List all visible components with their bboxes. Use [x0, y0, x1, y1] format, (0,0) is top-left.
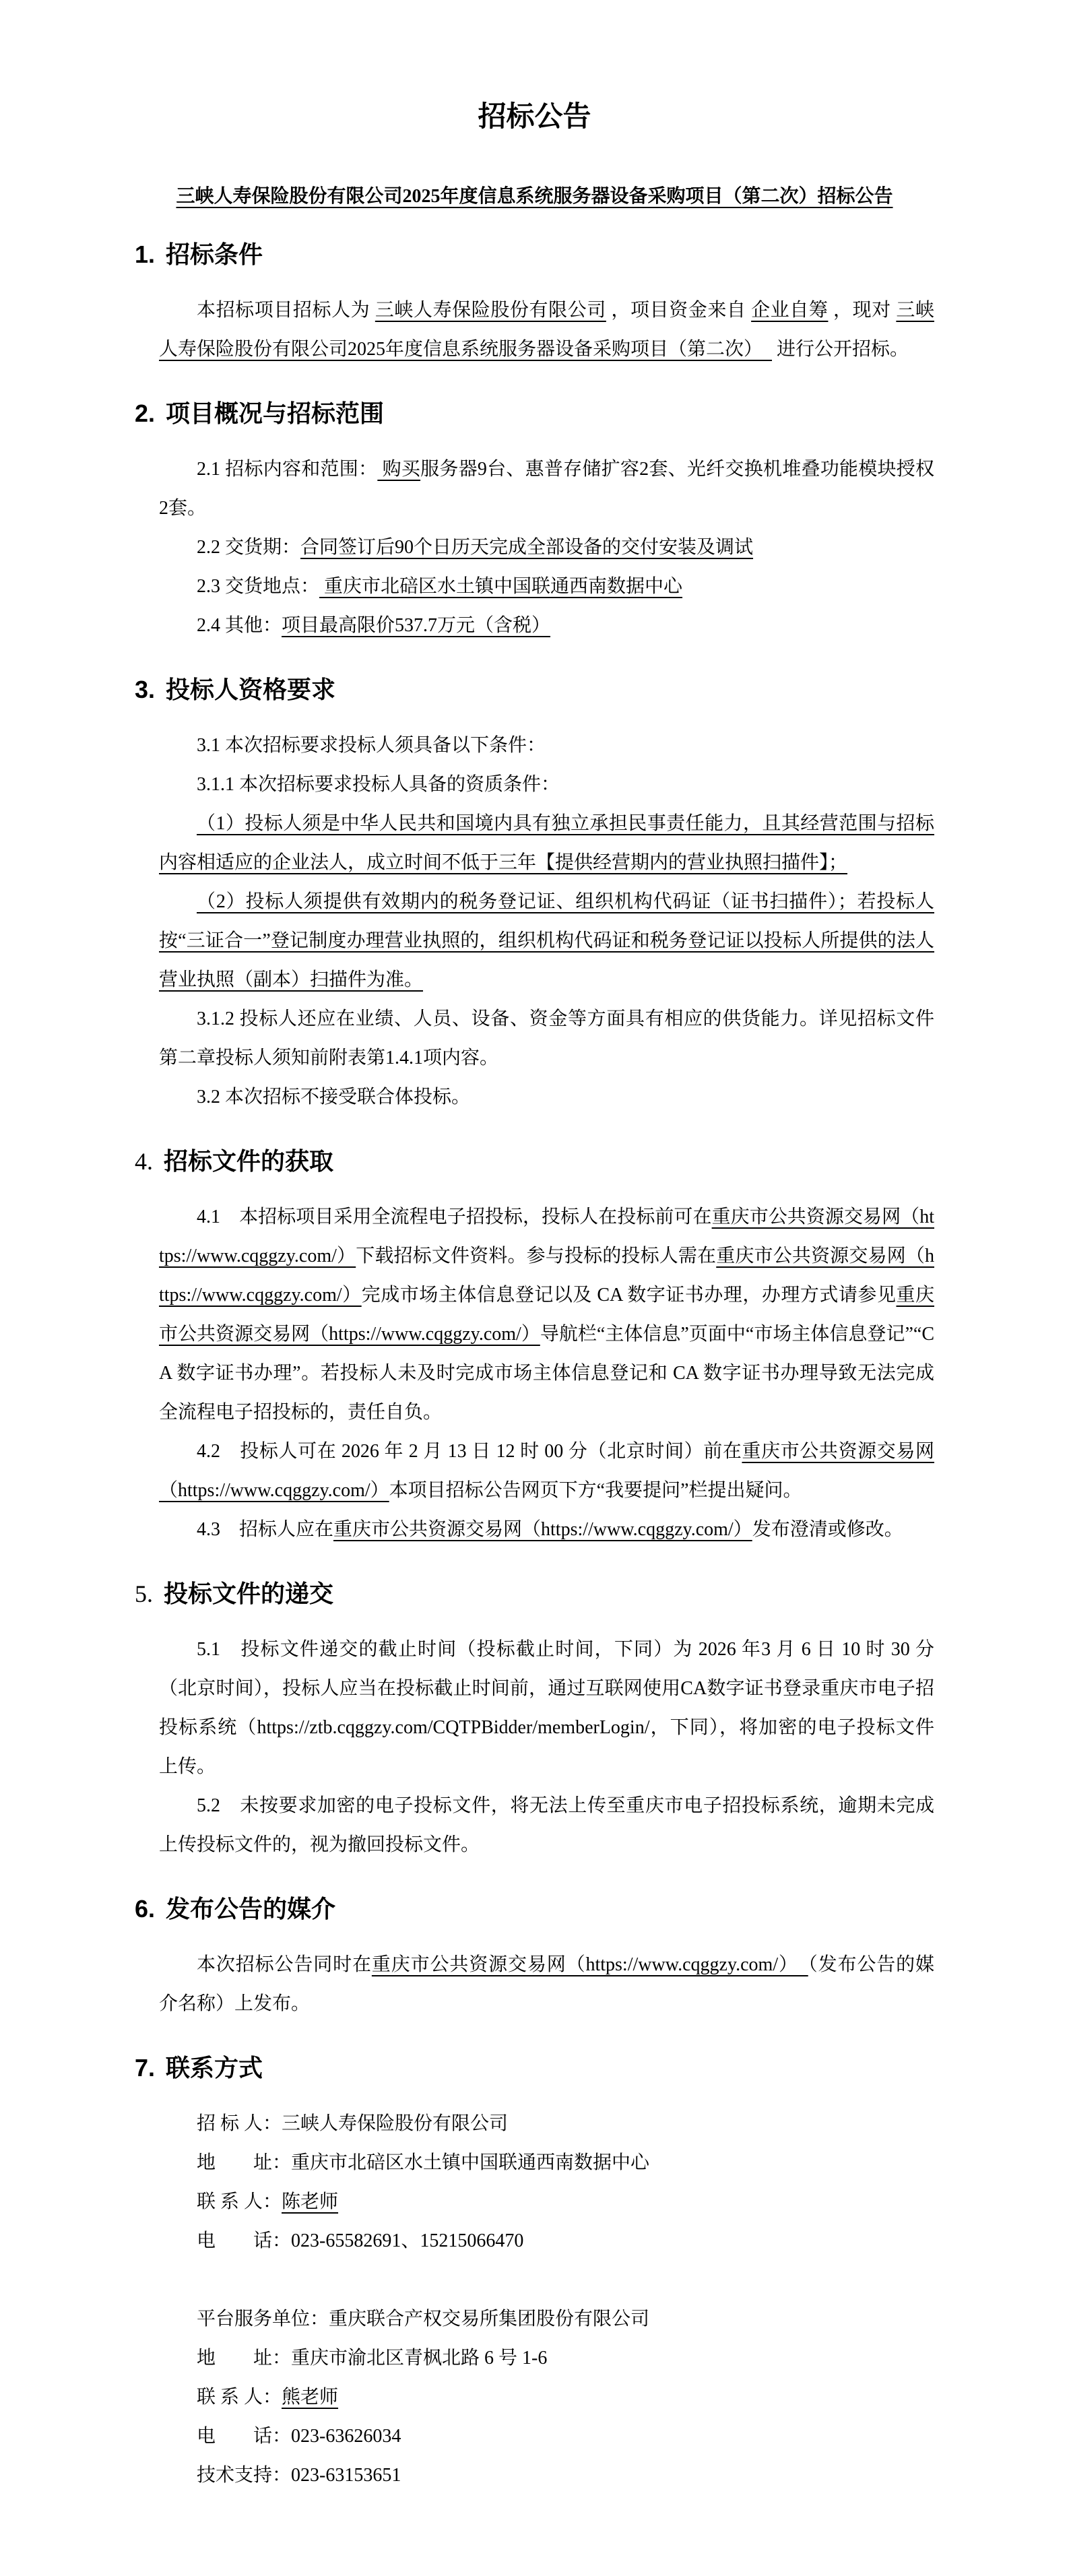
question-deadline-paragraph — [159, 1432, 934, 1510]
text-run: 2.2 交货期： — [197, 537, 301, 558]
text-run: 4.1 本招标项目采用全流程电子招投标，投标人在投标前可在 — [197, 1206, 712, 1227]
text-run: 服务器9台、惠普存储扩容2套、光纤交换机堆叠功能模块授权2套。 — [159, 459, 934, 519]
underlined-text: 三峡人寿保险股份有限公司 — [375, 300, 606, 321]
text-run: ，现对 — [828, 300, 897, 321]
underlined-text: 重庆市公共资源交易网（https://www.cqggzy.com/） — [371, 1954, 808, 1975]
text-run: 电 话：023-65582691、15215066470 — [197, 2230, 524, 2251]
underlined-text: 合同签订后90个日历天完成全部设备的交付安装及调试 — [300, 537, 754, 558]
submission-deadline-paragraph — [159, 1630, 934, 1786]
spacer-line — [159, 2261, 934, 2300]
text-run: 2.1 招标内容和范围： — [197, 459, 378, 480]
text-run: 导航栏“主体信息”页面中“市场主体信息登记”“CA 数字证书办理”。若投标人未及时完成市场主体信息登记和 CA 数字证书办理导致无法完成全流程电子招投标的，责任自负。 — [159, 1324, 934, 1423]
section-heading — [135, 237, 934, 272]
text-run: 3.1.1 本次招标要求投标人具备的资质条件： — [197, 774, 560, 795]
text-run: 招 标 人：三峡人寿保险股份有限公司 — [197, 2113, 509, 2134]
section-4 — [135, 1144, 934, 1549]
text-run: 5.1 投标文件递交的截止时间（投标截止时间，下同）为 2026 年3 月 6 日 10 时 30 分（北京时间），投标人应当在投标截止时间前，通过互联网使用CA数字证书登录重庆市电子招投标系统（https://ztb.cqggzy.com/CQTPBidder/memberLogin/，下同），将加密的电子投标文件上传。 — [159, 1639, 934, 1777]
text-run: ，项目资金来自 — [606, 300, 752, 321]
text-run: 本招标项目招标人为 — [197, 300, 375, 321]
underlined-text: 项目最高限价537.7万元（含税） — [282, 615, 551, 636]
underlined-text: （2）投标人须提供有效期内的税务登记证、组织机构代码证（证书扫描件）；若投标人按“三证合一”登记制度办理营业执照的，组织机构代码证和税务登记证以投标人所提供的法人营业执照（副本）扫描件为准。 — [159, 891, 934, 990]
section-heading — [135, 1892, 934, 1927]
qualification-intro-paragraph — [159, 726, 934, 765]
text-run: 3.1.2 投标人还应在业绩、人员、设备、资金等方面具有相应的供货能力。详见招标文件第二章投标人须知前附表第1.4.1项内容。 — [159, 1008, 934, 1068]
text-run: 发布澄清或修改。 — [752, 1519, 903, 1540]
text-run: 地 址：重庆市渝北区青枫北路 6 号 1-6 — [197, 2348, 548, 2369]
section-heading — [135, 2051, 934, 2086]
platform-contact — [159, 2378, 934, 2417]
supply-capability-paragraph — [159, 1000, 934, 1078]
section-5 — [135, 1576, 934, 1865]
delivery-place-paragraph — [159, 567, 934, 606]
qualification-item-1-paragraph — [159, 804, 934, 882]
section-title: 项目概况与招标范围 — [166, 399, 385, 427]
section-3 — [135, 672, 934, 1117]
tech-support-phone — [159, 2456, 934, 2495]
bidder-contact — [159, 2183, 934, 2222]
section-6 — [135, 1892, 934, 2024]
section-number: 6. — [135, 1895, 156, 1923]
section-heading — [135, 1144, 934, 1179]
underlined-text: 重庆市公共资源交易网（https://www.cqggzy.com/） — [333, 1519, 752, 1540]
text-run: 进行公开招标。 — [772, 339, 909, 360]
document-title: 招标公告 — [478, 102, 591, 133]
text-run: 3.1 本次招标要求投标人须具备以下条件： — [197, 735, 546, 756]
section-heading — [135, 672, 934, 707]
section-title: 联系方式 — [166, 2054, 263, 2082]
section-title: 投标文件的递交 — [164, 1580, 334, 1607]
section-1 — [135, 237, 934, 369]
section-title: 发布公告的媒介 — [166, 1895, 336, 1923]
underlined-text: 陈老师 — [282, 2191, 339, 2212]
text-run: 本次招标公告同时在 — [197, 1954, 372, 1975]
section-heading — [135, 1576, 934, 1611]
bidder-phone — [159, 2222, 934, 2261]
section-2 — [135, 396, 934, 645]
document-body — [135, 237, 934, 2495]
underlined-text: 熊老师 — [282, 2387, 339, 2408]
underlined-text: 重庆市公共资源交易网（https://www.cqggzy.com/） — [159, 1285, 934, 1345]
section-7 — [135, 2051, 934, 2495]
text-run: 电 话：023-63626034 — [197, 2426, 401, 2447]
text-run: 3.2 本次招标不接受联合体投标。 — [197, 1087, 471, 1107]
bidder-name — [159, 2104, 934, 2144]
text-run — [159, 2269, 164, 2290]
text-run: 完成市场主体信息登记以及 CA 数字证书办理，办理方式请参见 — [361, 1285, 897, 1306]
clarification-paragraph — [159, 1510, 934, 1549]
text-run: 平台服务单位：重庆联合产权交易所集团股份有限公司 — [197, 2309, 650, 2329]
section-number: 7. — [135, 2054, 156, 2082]
underlined-text: 重庆市公共资源交易网（https://www.cqggzy.com/） — [159, 1206, 934, 1266]
section-number: 3. — [135, 676, 156, 703]
section-number: 5. — [135, 1580, 153, 1607]
qualification-conditions-paragraph — [159, 765, 934, 804]
price-cap-paragraph — [159, 606, 934, 645]
bidder-address — [159, 2144, 934, 2183]
scope-paragraph — [159, 450, 934, 528]
section-title: 招标条件 — [166, 240, 263, 268]
underlined-text: 重庆市公共资源交易网（https://www.cqggzy.com/） — [159, 1441, 934, 1501]
section-number: 1. — [135, 240, 156, 268]
text-run: 4.2 投标人可在 2026 年 2 月 13 日 12 时 00 分（北京时间）前在 — [197, 1441, 742, 1462]
section-heading — [135, 396, 934, 431]
underlined-text: 重庆市北碚区水土镇中国联通西南数据中心 — [319, 576, 683, 597]
tender-conditions-paragraph — [159, 291, 934, 369]
text-run: 联 系 人： — [197, 2191, 282, 2212]
text-run: 2.3 交货地点： — [197, 576, 320, 597]
text-run: 地 址：重庆市北碚区水土镇中国联通西南数据中心 — [197, 2152, 650, 2173]
underlined-text: （1）投标人须是中华人民共和国境内具有独立承担民事责任能力，且其经营范围与招标内容相适应的企业法人，成立时间不低于三年【提供经营期内的营业执照扫描件】； — [159, 813, 934, 873]
section-number: 2. — [135, 399, 156, 427]
underlined-text: 购买 — [377, 459, 421, 480]
underlined-text: 三峡人寿保险股份有限公司2025年度信息系统服务器设备采购项目（第二次） — [159, 300, 934, 360]
section-title: 投标人资格要求 — [166, 676, 336, 703]
announcement-media-paragraph — [159, 1945, 934, 2024]
platform-unit — [159, 2300, 934, 2339]
encryption-requirement-paragraph — [159, 1786, 934, 1865]
text-run: 4.3 招标人应在 — [197, 1519, 334, 1540]
text-run: 下载招标文件资料。参与投标的投标人需在 — [356, 1246, 717, 1266]
document-acquisition-paragraph — [159, 1198, 934, 1432]
text-run: 技术支持：023-63153651 — [197, 2465, 401, 2486]
document-subtitle: 三峡人寿保险股份有限公司2025年度信息系统服务器设备采购项目（第二次）招标公告 — [176, 186, 893, 207]
text-run: （发布公告的媒介名称）上发布。 — [159, 1954, 934, 2014]
text-run: 联 系 人： — [197, 2387, 282, 2408]
underlined-text: 重庆市公共资源交易网（https://www.cqggzy.com/） — [159, 1246, 934, 1306]
delivery-period-paragraph — [159, 528, 934, 567]
text-run: 5.2 未按要求加密的电子投标文件，将无法上传至重庆市电子招投标系统，逾期未完成上传投标文件的，视为撤回投标文件。 — [159, 1795, 934, 1855]
qualification-item-2-paragraph — [159, 882, 934, 1000]
section-number: 4. — [135, 1148, 153, 1175]
no-consortium-paragraph — [159, 1078, 934, 1117]
section-title: 招标文件的获取 — [164, 1147, 334, 1175]
text-run: 本项目招标公告网页下方“我要提问”栏提出疑问。 — [389, 1480, 802, 1501]
underlined-text: 企业自筹 — [751, 300, 829, 321]
text-run: 2.4 其他： — [197, 615, 282, 636]
platform-phone — [159, 2417, 934, 2456]
platform-address — [159, 2339, 934, 2378]
